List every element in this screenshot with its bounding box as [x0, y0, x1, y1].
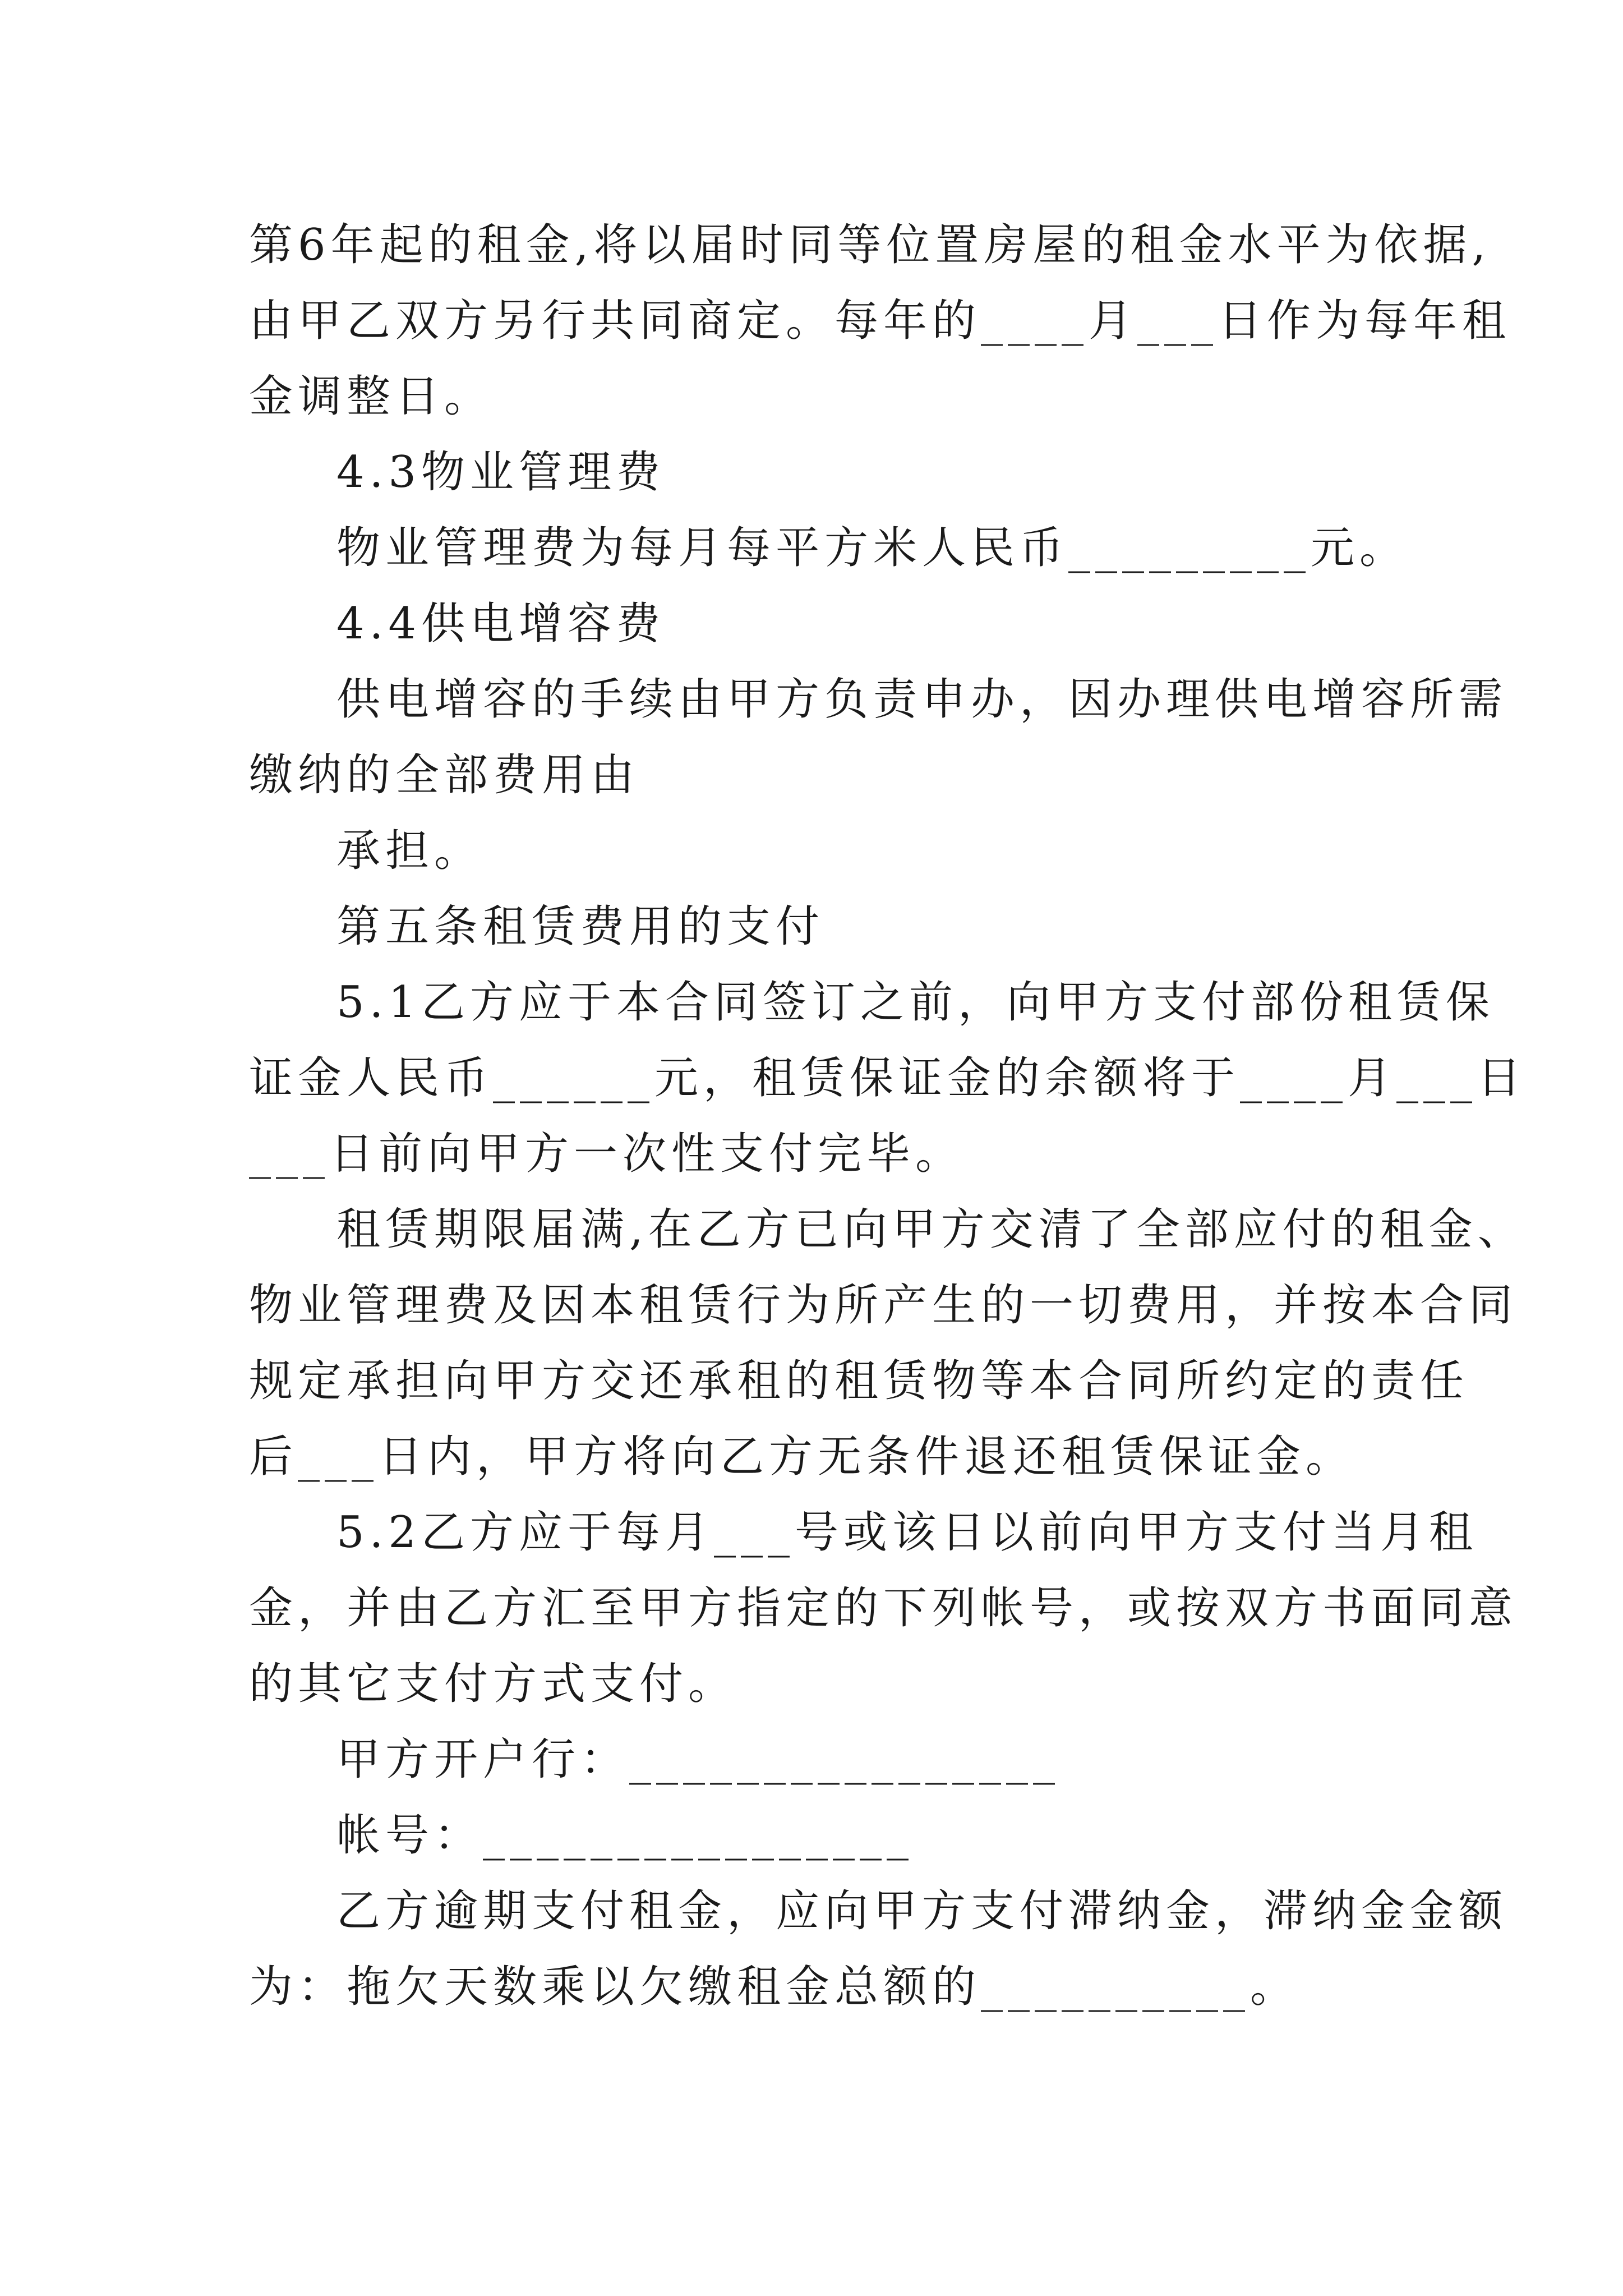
- document-line: 金，并由乙方汇至甲方指定的下列帐号，或按双方书面同意: [249, 1583, 1518, 1634]
- document-line: 证金人民币______元，租赁保证金的余额将于____月___日: [249, 1053, 1527, 1103]
- document-line: 4.4供电增容费: [336, 599, 666, 649]
- document-line: 缴纳的全部费用由: [249, 750, 640, 800]
- document-line: 规定承担向甲方交还承租的租赁物等本合同所约定的责任: [249, 1356, 1469, 1406]
- document-line: 由甲乙双方另行共同商定。每年的____月___日作为每年租: [249, 296, 1511, 346]
- document-line: 第6年起的租金,将以届时同等位置房屋的租金水平为依据,: [249, 220, 1491, 270]
- document-line: 5.1乙方应于本合同签订之前，向甲方支付部份租赁保: [336, 977, 1495, 1028]
- document-line: 甲方开户行：________________: [336, 1734, 1061, 1785]
- document-line: 5.2乙方应于每月___号或该日以前向甲方支付当月租: [336, 1507, 1478, 1558]
- document-line: 物业管理费为每月每平方米人民币_________元。: [336, 523, 1409, 573]
- document-line: 后___日内，甲方将向乙方无条件退还租赁保证金。: [249, 1432, 1355, 1482]
- document-line: 第五条租赁费用的支付: [336, 901, 825, 952]
- document-line: 为：拖欠天数乘以欠缴租金总额的__________。: [249, 1962, 1299, 2012]
- document-line: 承担。: [336, 826, 483, 876]
- document-line: 供电增容的手续由甲方负责申办，因办理供电增容所需: [336, 674, 1508, 725]
- document-line: 租赁期限届满,在乙方已向甲方交清了全部应付的租金、: [336, 1204, 1527, 1255]
- document-line: 的其它支付方式支付。: [249, 1659, 737, 1709]
- document-line: 金调整日。: [249, 371, 494, 422]
- document-line: ___日前向甲方一次性支付完毕。: [249, 1129, 965, 1179]
- document-line: 4.3物业管理费: [336, 447, 666, 498]
- document-line: 乙方逾期支付租金，应向甲方支付滞纳金，滞纳金金额: [336, 1886, 1508, 1936]
- document-line: 帐号：________________: [336, 1810, 914, 1861]
- document-body: [249, 208, 1527, 2025]
- document-line: 物业管理费及因本租赁行为所产生的一切费用，并按本合同: [249, 1280, 1518, 1331]
